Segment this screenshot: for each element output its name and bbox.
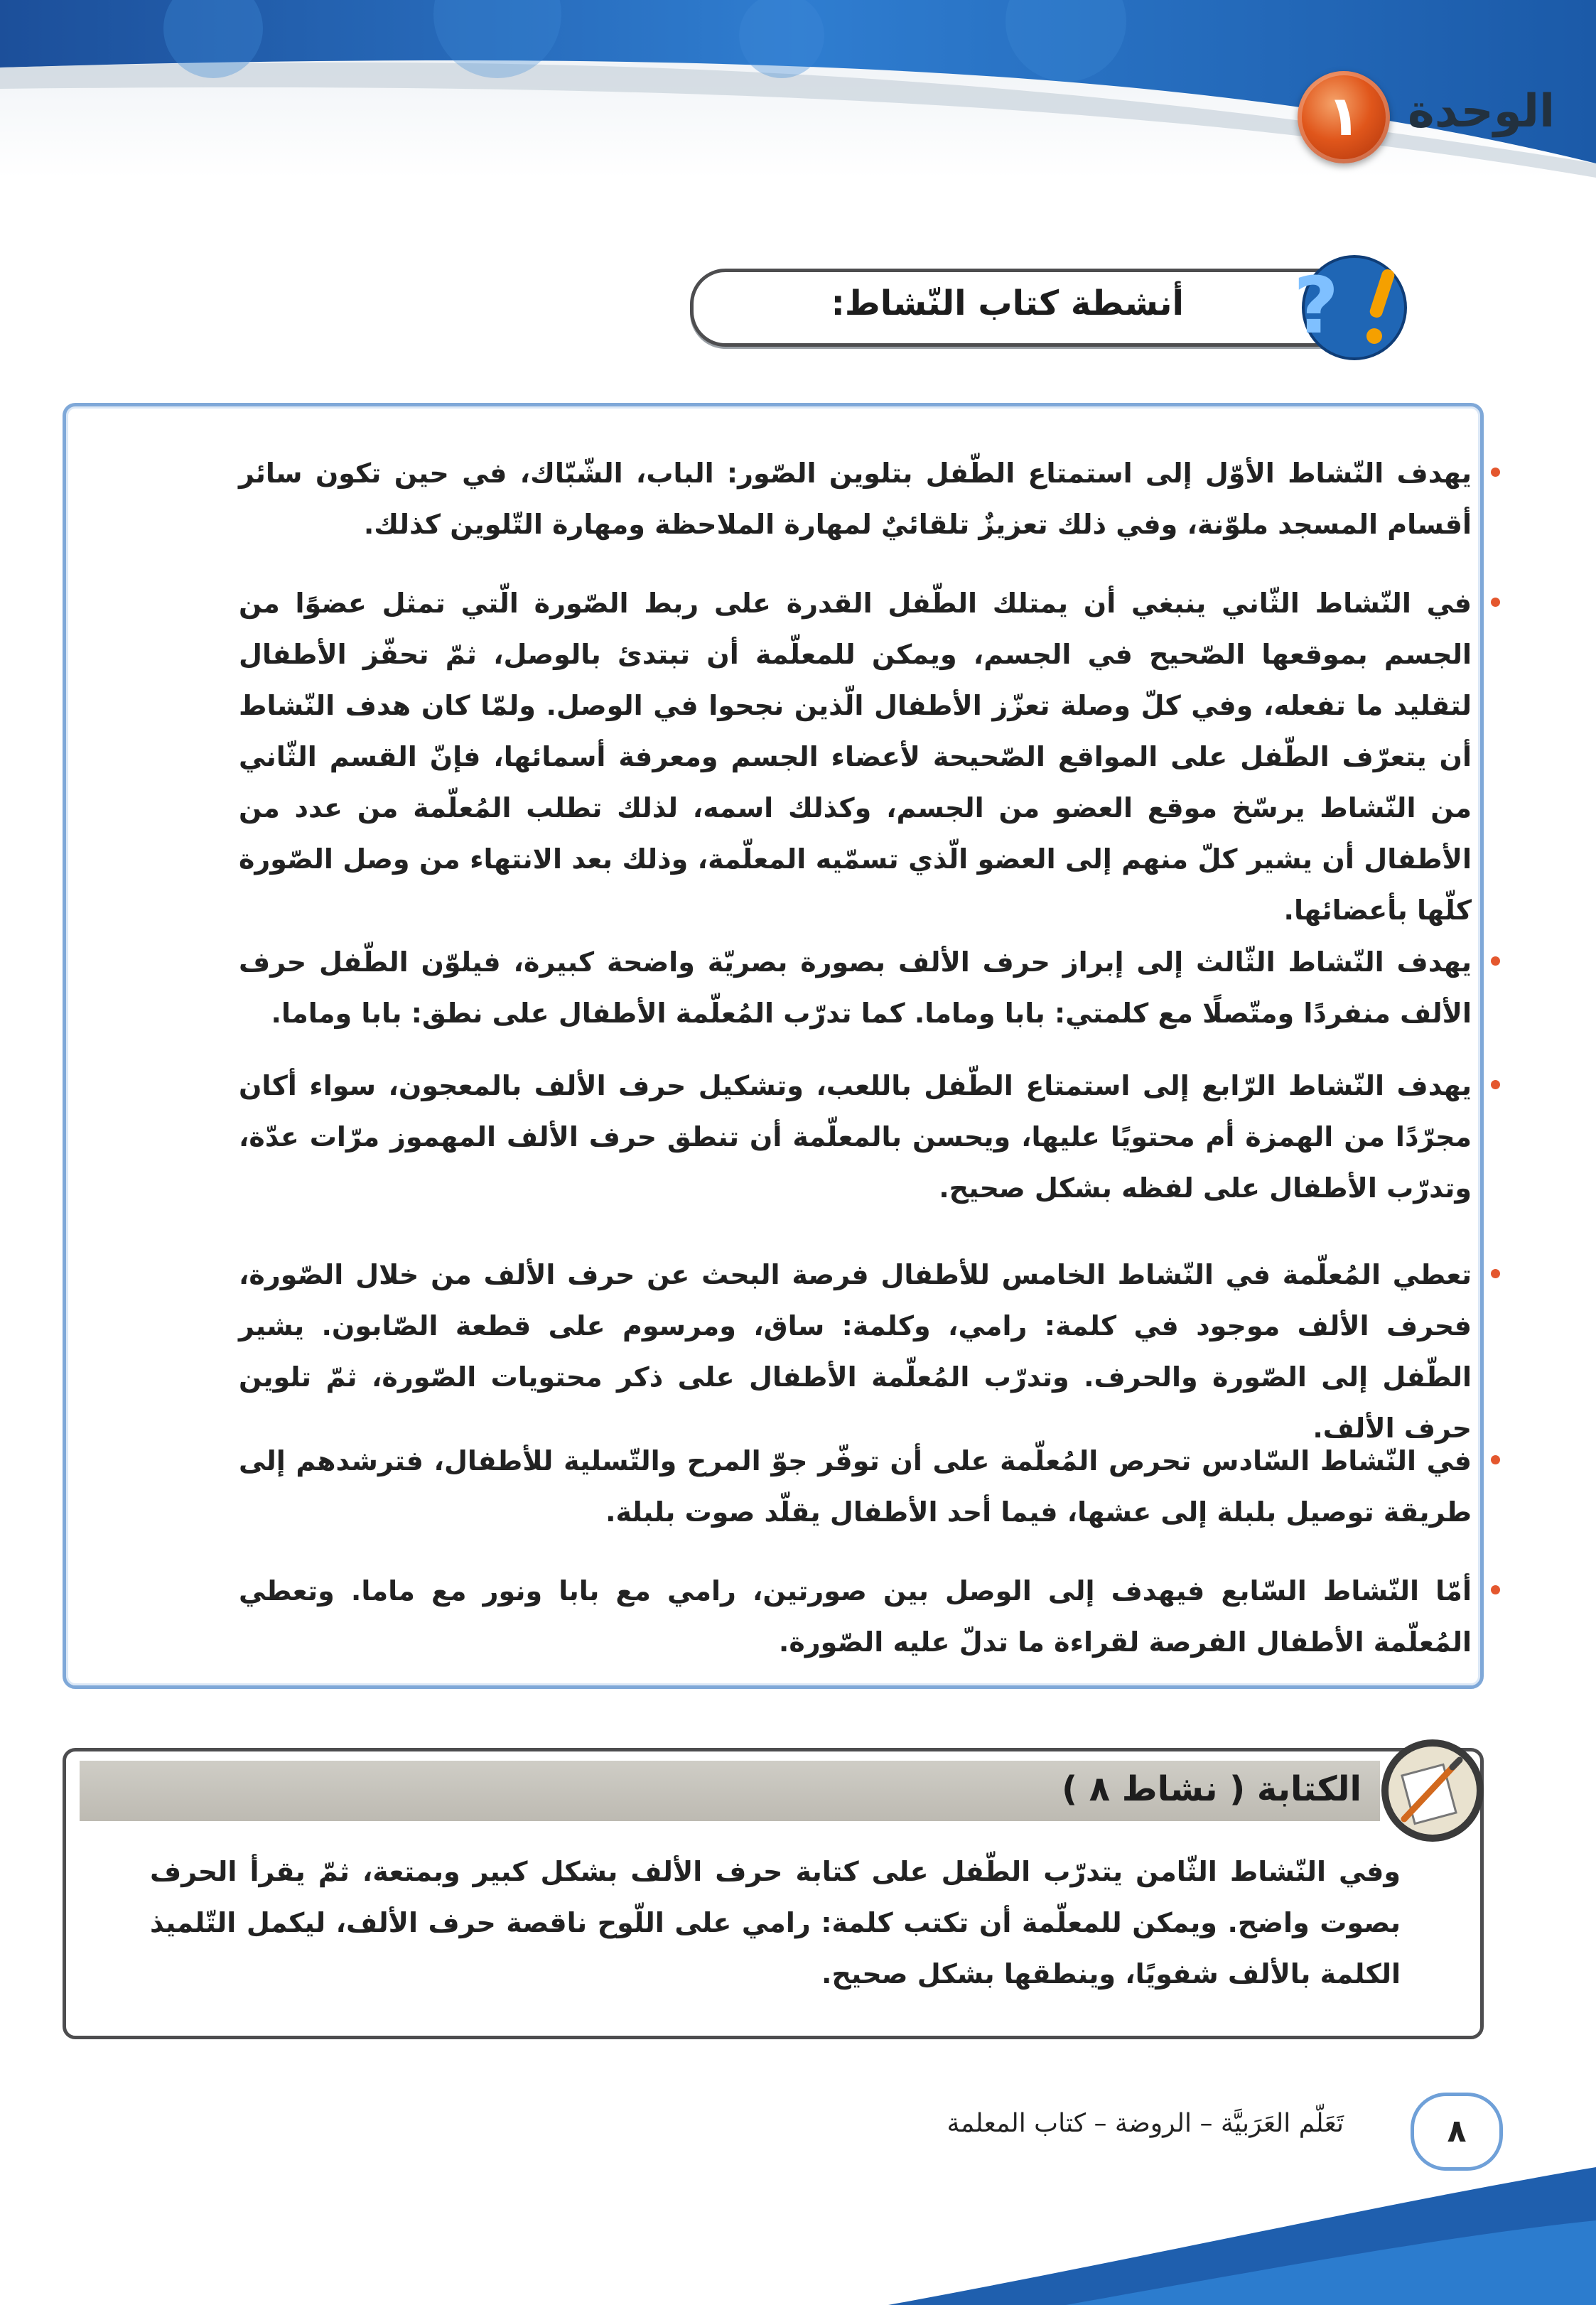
- bullet-dot: [1491, 956, 1500, 966]
- footer-wave-graphic: [0, 2082, 1596, 2305]
- section-title: أنشطة كتاب النّشاط:: [831, 284, 1184, 323]
- page-header: [0, 0, 1596, 178]
- list-item: [239, 1565, 1472, 1668]
- activity-text: في النّشاط السّادس تحرص المُعلّمة على أن توفّر جوّ المرح والتّسلية للأطفال، فترشدهم إلى طريقة توصيل بلبلة إلى عشها، فيما أحد الأطفال يقلّد صوت بلبلة.: [239, 1445, 1472, 1528]
- svg-text:?: ?: [1293, 260, 1339, 351]
- writing-title: الكتابة ( نشاط ٨ ): [1062, 1769, 1362, 1809]
- activity-text: يهدف النّشاط الرّابع إلى استمتاع الطّفل باللعب، وتشكيل حرف الألف بالمعجون، سواء أكان مجرّدًا من الهمزة أم محتويًا عليها، ويحسن بالمعلّمة أن تنطق حرف الألف المهموز مرّات عدّة، وتدرّب الأطفال على لفظه بشكل صحيح.: [239, 1070, 1472, 1204]
- activity-text: تعطي المُعلّمة في النّشاط الخامس للأطفال فرصة البحث عن حرف الألف من خلال الصّورة، فحرف الألف موجود في كلمة: رامي، وكلمة: ساق، ومرسوم على قطعة الصّابون. يشير الطّفل إلى الصّورة والحرف. وتدرّب المُعلّمة الأطفال على ذكر محتويات الصّورة، ثمّ تلوين حرف الألف.: [239, 1259, 1472, 1444]
- bullet-dot: [1491, 468, 1500, 477]
- list-item: [239, 1249, 1472, 1454]
- unit-label: الوحدة: [1408, 85, 1555, 138]
- unit-number-badge: ١: [1298, 71, 1390, 163]
- question-exclamation-icon: [1290, 240, 1418, 368]
- bullet-dot: [1491, 1585, 1500, 1594]
- list-item: [239, 448, 1472, 550]
- list-item: [239, 1435, 1472, 1538]
- page-number: ٨: [1411, 2093, 1503, 2171]
- writing-text: وفي النّشاط الثّامن يتدرّب الطّفل على كتابة حرف الألف بشكل كبير وبمتعة، ثمّ يقرأ الحرف بصوت واضح. ويمكن للمعلّمة أن تكتب كلمة: رامي على اللّوح ناقصة حرف الألف، ليكمل التّلميذ الكلمة بالألف شفويًا، وينطقها بشكل صحيح.: [150, 1856, 1401, 1990]
- activity-text: أمّا النّشاط السّابع فيهدف إلى الوصل بين صورتين، رامي مع بابا ونور مع ماما. وتعطي المُعلّمة الأطفال الفرصة لقراءة ما تدلّ عليه الصّورة.: [239, 1575, 1472, 1658]
- bullet-dot: [1491, 1269, 1500, 1278]
- activity-text: في النّشاط الثّاني ينبغي أن يمتلك الطّفل القدرة على ربط الصّورة الّتي تمثل عضوًا من الجسم بموقعها الصّحيح في الجسم، ويمكن للمعلّمة أن تبتدئ بالوصل، ثمّ تحفّز الأطفال لتقليد ما تفعله، وفي كلّ وصلة تعزّز الأطفال الّذين نجحوا في الوصل. ولمّا كان هدف النّشاط أن يتعرّف الطّفل على المواقع الصّحيحة لأعضاء الجسم ومعرفة أسمائها، فإنّ القسم الثّاني من النّشاط يرسّخ موقع العضو من الجسم، وكذلك اسمه، لذلك تطلب المُعلّمة من عدد من الأطفال أن يشير كلّ منهم إلى العضو الّذي تسمّيه المعلّمة، وذلك بعد الانتهاء من وصل الصّورة كلّها بأعضائها.: [239, 588, 1472, 926]
- list-item: [239, 578, 1472, 936]
- bullet-dot: [1491, 1455, 1500, 1464]
- bullet-dot: [1491, 598, 1500, 607]
- activity-text: يهدف النّشاط الثّالث إلى إبراز حرف الألف بصورة بصريّة واضحة كبيرة، فيلوّن الطّفل حرف الألف منفردًا ومتّصلًا مع كلمتي: بابا وماما. كما تدرّب المُعلّمة الأطفال على نطق: بابا وماما.: [239, 946, 1472, 1029]
- list-item: [239, 1060, 1472, 1214]
- book-title: تَعَلّم العَرَبيَّة – الروضة – كتاب المعلمة: [947, 2109, 1344, 2138]
- list-item: [239, 936, 1472, 1039]
- pen-paper-icon: [1376, 1734, 1489, 1847]
- activity-text: يهدف النّشاط الأوّل إلى استمتاع الطّفل بتلوين الصّور: الباب، الشّبّاك، في حين تكون سائر أقسام المسجد ملوّنة، وفي ذلك تعزيزٌ تلقائيٌ لمهارة الملاحظة ومهارة التّلوين كذلك.: [239, 458, 1472, 540]
- bullet-dot: [1491, 1080, 1500, 1089]
